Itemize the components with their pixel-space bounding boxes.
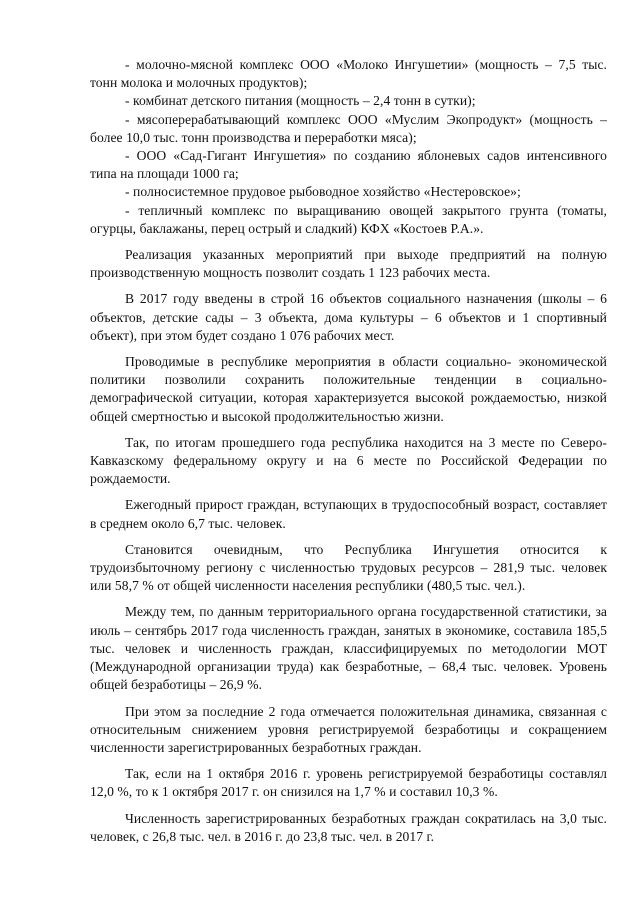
list-item-greenhouse: - тепличный комплекс по выращиванию овощей закрытого грунта (томаты, огурцы, баклажаны, перец острый и сладкий) КФХ «Костоев Р.А.». [90,202,607,236]
paragraph-registered-unemployed: Численность зарегистрированных безработных граждан сократилась на 3,0 тыс. человек, с 26,8 тыс. чел. в 2016 г. до 23,8 тыс. чел. в 2017 г. [90,810,607,844]
paragraph-demographics: Проводимые в республике мероприятия в области социально- экономической политики позволили сохранить положительные тенденции в социально-демографической ситуации, которая характеризуется высокой рождаемостью, низкой общей смертностью и высокой продолжительностью жизни. [90,354,607,424]
paragraph-positive-dynamics: При этом за последние 2 года отмечается положительная динамика, связанная с относительным снижением уровня регистрируемой безработицы и сокращением численности зарегистрированных безработных граждан. [90,703,607,755]
document-body [90,56,607,846]
paragraph-unemployment-stats: Между тем, по данным территориального органа государственной статистики, за июль – сентябрь 2017 года численность граждан, занятых в экономике, составила 185,5 тыс. человек и численность граждан, классифицируемых по методологии МОТ (Международной организации труда) как безработные, – 68,4 тыс. человек. Уровень общей безработицы – 26,9 %. [90,604,607,693]
paragraph-social-objects: В 2017 году введены в строй 16 объектов социального назначения (школы – 6 объектов, детские сады – 3 объекта, дома культуры – 6 объектов и 1 спортивный объект), при этом будет создано 1 076 рабочих мест. [90,291,607,343]
paragraph-labor-resources: Становится очевидным, что Республика Ингушетия относится к трудоизбыточному региону с численностью трудовых ресурсов – 281,9 тыс. человек или 58,7 % от общей численности населения республики (480,5 тыс. чел.). [90,541,607,594]
paragraph-jobs-created: Реализация указанных мероприятий при выходе предприятий на полную производственную мощность позволит создать 1 123 рабочих места. [90,247,607,281]
paragraph-unemployment-rate: Так, если на 1 октября 2016 г. уровень регистрируемой безработицы составлял 12,0 %, то к 1 октября 2017 г. он снизился на 1,7 % и составил 10,3 %. [90,766,607,800]
list-item-dairy-complex: - молочно-мясной комплекс ООО «Молоко Ингушетии» (мощность – 7,5 тыс. тонн молока и молочных продуктов); [90,57,607,91]
paragraph-birth-rate-rank: Так, по итогам прошедшего года республика находится на 3 месте по Северо-Кавказскому федеральному округу и на 6 месте по Российской Федерации по рождаемости. [90,434,607,487]
list-item-fish-farm: - полносистемное прудовое рыбоводное хозяйство «Нестеровское»; [125,184,521,200]
list-item-meat-complex: - мясоперерабатывающий комплекс ООО «Муслим Экопродукт» (мощность – более 10,0 тыс. тонн производства и переработки мяса); [90,111,607,145]
list-item-baby-food-plant: - комбинат детского питания (мощность – 2,4 тонн в сутки); [125,93,476,109]
paragraph-working-age-growth: Ежегодный прирост граждан, вступающих в трудоспособный возраст, составляет в среднем около 6,7 тыс. человек. [90,497,607,531]
list-item-apple-gardens: - ООО «Сад-Гигант Ингушетия» по созданию яблоневых садов интенсивного типа на площади 1000 га; [90,148,607,182]
